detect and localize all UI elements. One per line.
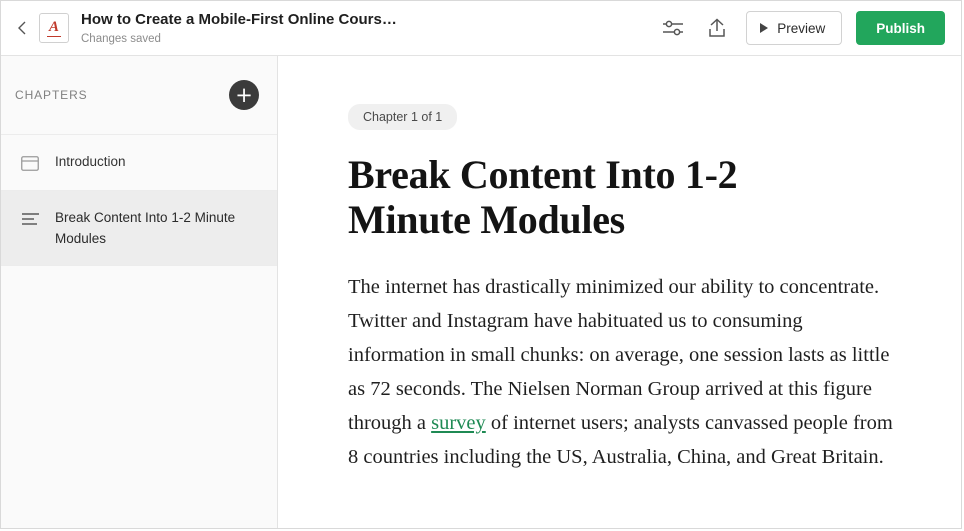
main-body — [1, 56, 961, 528]
plus-icon: + — [235, 82, 253, 107]
document-icon — [39, 13, 69, 43]
save-status: Changes saved — [81, 32, 161, 45]
paragraph-text-after-link: of internet users; analysts canvassed people from 8 countries including the US, Australia, China, and Great Britain. — [348, 412, 893, 468]
chapter-counter-badge: Chapter 1 of 1 — [348, 104, 457, 130]
sidebar-item-introduction[interactable] — [1, 134, 277, 191]
editor-pane[interactable] — [278, 56, 961, 528]
top-header — [1, 1, 961, 56]
publish-button-label: Publish — [876, 20, 925, 36]
sliders-icon — [662, 19, 684, 37]
preview-button-label: Preview — [777, 20, 826, 36]
publish-button[interactable] — [856, 11, 945, 45]
sidebar-item-label: Break Content Into 1-2 Minute Modules — [55, 210, 236, 246]
paragraph-text-before-link: The internet has drastically minimized our ability to concentrate. Twitter and Instagram have habituated us to consuming information in small chunks: on average, one session lasts as little as 72 seconds. The Nielsen Norman Group arrived at this figure through a — [348, 276, 890, 434]
chevron-left-icon — [17, 20, 27, 36]
survey-link[interactable]: survey — [431, 412, 486, 434]
preview-button[interactable] — [746, 11, 842, 45]
sidebar-item-label: Introduction — [55, 154, 126, 169]
cover-page-icon — [19, 152, 41, 174]
text-lines-icon — [19, 208, 41, 230]
chapter-paragraph[interactable] — [348, 270, 901, 474]
document-icon-underline — [47, 36, 61, 37]
back-button[interactable] — [11, 13, 33, 43]
chapter-heading[interactable]: Break Content Into 1-2 Minute Modules — [348, 152, 738, 242]
share-icon — [708, 18, 726, 38]
share-button[interactable] — [702, 13, 732, 43]
chapters-header — [1, 56, 277, 134]
sidebar-item-break-content[interactable] — [1, 191, 277, 266]
document-icon-letter: A — [48, 18, 59, 35]
header-actions — [658, 11, 945, 45]
add-chapter-button[interactable] — [229, 80, 259, 110]
page-title: How to Create a Mobile-First Online Cours… — [81, 10, 397, 28]
chapters-title: CHAPTERS — [15, 88, 88, 102]
settings-button[interactable] — [658, 13, 688, 43]
document-title-block — [81, 10, 658, 47]
sidebar-empty-space — [1, 266, 277, 528]
chapters-sidebar — [1, 56, 278, 528]
editor-content — [278, 56, 961, 474]
play-icon — [760, 23, 768, 33]
